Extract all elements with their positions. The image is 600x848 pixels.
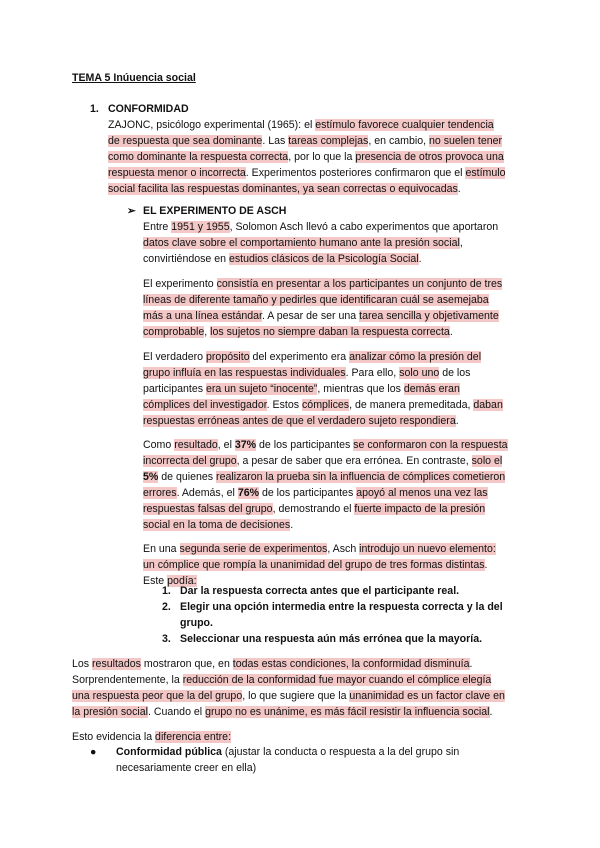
text-line <box>143 485 488 501</box>
text-run: . <box>449 326 453 338</box>
text-line <box>143 453 502 469</box>
list-item: grupo. <box>180 617 213 629</box>
subsection-heading: EL EXPERIMENTO DE ASCH <box>143 205 287 217</box>
highlighted-text: consistía en presentar a los participantes un conjunto de tres <box>216 278 503 290</box>
list-number: 1. <box>162 585 171 597</box>
text-line <box>143 413 459 429</box>
document-title: TEMA 5 Inúuencia social <box>72 72 196 84</box>
text-run: , el <box>217 439 235 451</box>
text-run: mostraron que, en <box>140 658 233 670</box>
text-run: , de manera premeditada, <box>349 399 474 411</box>
text-run: Como <box>143 439 175 451</box>
text-line <box>143 541 496 557</box>
highlighted-text: era un sujeto “inocente” <box>206 383 318 395</box>
highlighted-text: resultado <box>174 439 218 451</box>
text-run: ZAJONC <box>108 119 151 131</box>
highlighted-text: errores <box>143 487 177 499</box>
text-run: En una <box>143 543 180 555</box>
highlighted-text: como dominante la respuesta correcta <box>108 151 289 163</box>
highlighted-text: incorrecta del grupo <box>143 455 237 467</box>
text-run: . Además, el <box>176 487 238 499</box>
text-run: . Experimentos posteriores confirmaron que el <box>245 167 466 179</box>
text-run: , <box>204 326 211 338</box>
text-line <box>143 276 502 292</box>
text-line <box>143 308 499 324</box>
list-number: 2. <box>162 601 171 613</box>
highlighted-text: podía: <box>167 575 197 587</box>
text-line <box>143 557 488 573</box>
text-line <box>72 704 492 720</box>
highlighted-text: tarea sencilla y objetivamente <box>359 310 499 322</box>
highlighted-text: 5% <box>143 471 159 483</box>
text-line <box>72 729 231 745</box>
highlighted-text: reducción de la conformidad fue mayor cuando el cómplice elegía <box>182 674 492 686</box>
text-line <box>108 181 461 197</box>
highlighted-text: fuerte impacto de la presión <box>354 503 486 515</box>
text-run: , por lo que la <box>288 151 356 163</box>
text-run: El verdadero <box>143 351 207 363</box>
text-line <box>143 501 485 517</box>
highlighted-text: daban <box>473 399 503 411</box>
text-run: , Solomon Asch llevó a cabo experimentos que aportaron <box>229 221 499 233</box>
highlighted-text: no suelen tener <box>428 135 503 147</box>
highlighted-text: respuestas erróneas antes de que el verdadero sujeto respondiera <box>143 415 456 427</box>
text-run: , <box>459 237 463 249</box>
bullet-item <box>116 744 459 760</box>
highlighted-text: datos clave sobre el comportamiento humano ante la presión social <box>143 237 460 249</box>
highlighted-text: respuestas falsas del grupo <box>143 503 273 515</box>
text-line <box>143 517 293 533</box>
highlighted-text: unanimidad es un factor clave en <box>349 690 505 702</box>
list-item: Elegir una opción intermedia entre la respuesta correcta y la del <box>180 601 503 613</box>
text-run: convirtiéndose en <box>143 253 229 265</box>
highlighted-text: 1951 y 1955 <box>171 221 230 233</box>
highlighted-text: una respuesta peor que la del grupo <box>72 690 243 702</box>
highlighted-text: estudios clásicos de la Psicología Social <box>228 253 419 265</box>
highlighted-text: comprobable <box>143 326 205 338</box>
list-item: Dar la respuesta correcta antes que el participante real. <box>180 585 460 597</box>
highlighted-text: 76% <box>237 487 260 499</box>
bullet-label: Conformidad pública <box>116 746 222 758</box>
highlighted-text: se conformaron con la respuesta <box>353 439 508 451</box>
highlighted-text: analizar cómo la presión del <box>349 351 482 363</box>
text-run: . <box>469 658 473 670</box>
highlighted-text: realizaron la prueba sin la influencia de cómplices cometieron <box>216 471 506 483</box>
section-number: 1. <box>90 103 99 115</box>
highlighted-text: más a una línea estándar <box>143 310 262 322</box>
text-line <box>143 381 460 397</box>
text-line <box>108 165 505 181</box>
highlighted-text: estímulo <box>465 167 506 179</box>
text-run: , a pesar de saber que era errónea. En contraste, <box>236 455 472 467</box>
text-run: . Estos <box>266 399 302 411</box>
text-line <box>143 349 481 365</box>
text-run: de los <box>439 367 471 379</box>
section-heading: CONFORMIDAD <box>108 103 189 115</box>
list-item: Seleccionar una respuesta aún más errónea que la mayoría. <box>180 633 483 645</box>
highlighted-text: de respuesta que sea dominante <box>108 135 263 147</box>
bullet-text-line-2: necesariamente creer en ella) <box>116 762 257 774</box>
text-line <box>143 437 508 453</box>
highlighted-text: tareas complejas <box>288 135 369 147</box>
text-line <box>72 656 472 672</box>
highlighted-text: grupo influía en las respuestas individuales <box>143 367 346 379</box>
text-run: Esto evidencia la <box>72 731 156 743</box>
highlighted-text: la presión social <box>72 706 148 718</box>
text-run: Este <box>143 575 168 587</box>
list-number: 3. <box>162 633 171 645</box>
text-run: de los participantes <box>256 439 354 451</box>
text-run: Entre <box>143 221 172 233</box>
highlighted-text: cómplices del investigador <box>143 399 267 411</box>
text-run: de los participantes <box>259 487 357 499</box>
text-run: participantes <box>143 383 207 395</box>
text-run: . <box>455 415 459 427</box>
text-line <box>143 251 422 267</box>
highlighted-text: propósito <box>206 351 250 363</box>
highlighted-text: un cómplice que rompía la unanimidad del grupo de tres formas distintas <box>143 559 485 571</box>
highlighted-text: todas estas condiciones, la conformidad disminuía <box>232 658 470 670</box>
text-run: Sorprendentemente, la <box>72 674 183 686</box>
text-line <box>108 133 502 149</box>
text-run: . <box>484 559 488 571</box>
text-run: , psicólogo experimental (1965): el <box>150 119 316 131</box>
highlighted-text: apoyó al menos una vez las <box>356 487 488 499</box>
highlighted-text: los sujetos no siempre daban la respuesta correcta <box>210 326 450 338</box>
text-run: , lo que sugiere que la <box>242 690 350 702</box>
text-line <box>108 117 494 133</box>
text-line <box>143 365 470 381</box>
bullet-icon: ● <box>90 746 97 758</box>
highlighted-text: segunda serie de experimentos <box>179 543 328 555</box>
text-line <box>143 292 489 308</box>
text-run: , mientras que los <box>317 383 404 395</box>
text-line <box>143 324 453 340</box>
text-run: . <box>489 706 493 718</box>
text-line <box>143 397 503 413</box>
text-run: . <box>290 519 294 531</box>
text-run: . <box>418 253 422 265</box>
highlighted-text: 37% <box>234 439 257 451</box>
arrow-icon: ➢ <box>127 205 136 217</box>
text-run: , demostrando el <box>272 503 355 515</box>
highlighted-text: diferencia entre: <box>155 731 232 743</box>
text-line <box>143 469 505 485</box>
highlighted-text: introdujo un nuevo elemento: <box>359 543 496 555</box>
highlighted-text: cómplices <box>302 399 350 411</box>
highlighted-text: solo el <box>471 455 503 467</box>
text-run: , Asch <box>327 543 360 555</box>
highlighted-text: respuesta menor o incorrecta <box>108 167 246 179</box>
text-run: . Para ello, <box>345 367 400 379</box>
highlighted-text: social en la toma de decisiones <box>143 519 291 531</box>
text-run: . A pesar de ser una <box>261 310 360 322</box>
text-run: . Cuando el <box>147 706 206 718</box>
highlighted-text: estímulo favorece cualquier tendencia <box>315 119 494 131</box>
highlighted-text: social facilita las respuestas dominantes, ya sean correctas o equivocadas <box>108 183 458 195</box>
text-run: . Las <box>262 135 289 147</box>
text-line <box>108 149 504 165</box>
bullet-text: (ajustar la conducta o respuesta a la del grupo sin <box>221 746 460 758</box>
text-run: . <box>457 183 461 195</box>
highlighted-text: grupo no es unánime, es más fácil resistir la influencia social <box>205 706 490 718</box>
highlighted-text: resultados <box>92 658 141 670</box>
highlighted-text: líneas de diferente tamaño y pedirles que identificaran cuál se asemejaba <box>143 294 489 306</box>
text-line <box>143 219 498 235</box>
text-line <box>72 688 505 704</box>
highlighted-text: demás eran <box>403 383 460 395</box>
text-run: de quienes <box>158 471 217 483</box>
text-run: , en cambio, <box>368 135 429 147</box>
text-line <box>143 235 463 251</box>
text-run: El experimento <box>143 278 217 290</box>
text-run: Los <box>72 658 93 670</box>
text-line <box>72 672 491 688</box>
text-run: del experimento era <box>249 351 350 363</box>
highlighted-text: solo uno <box>399 367 440 379</box>
highlighted-text: presencia de otros provoca una <box>355 151 504 163</box>
